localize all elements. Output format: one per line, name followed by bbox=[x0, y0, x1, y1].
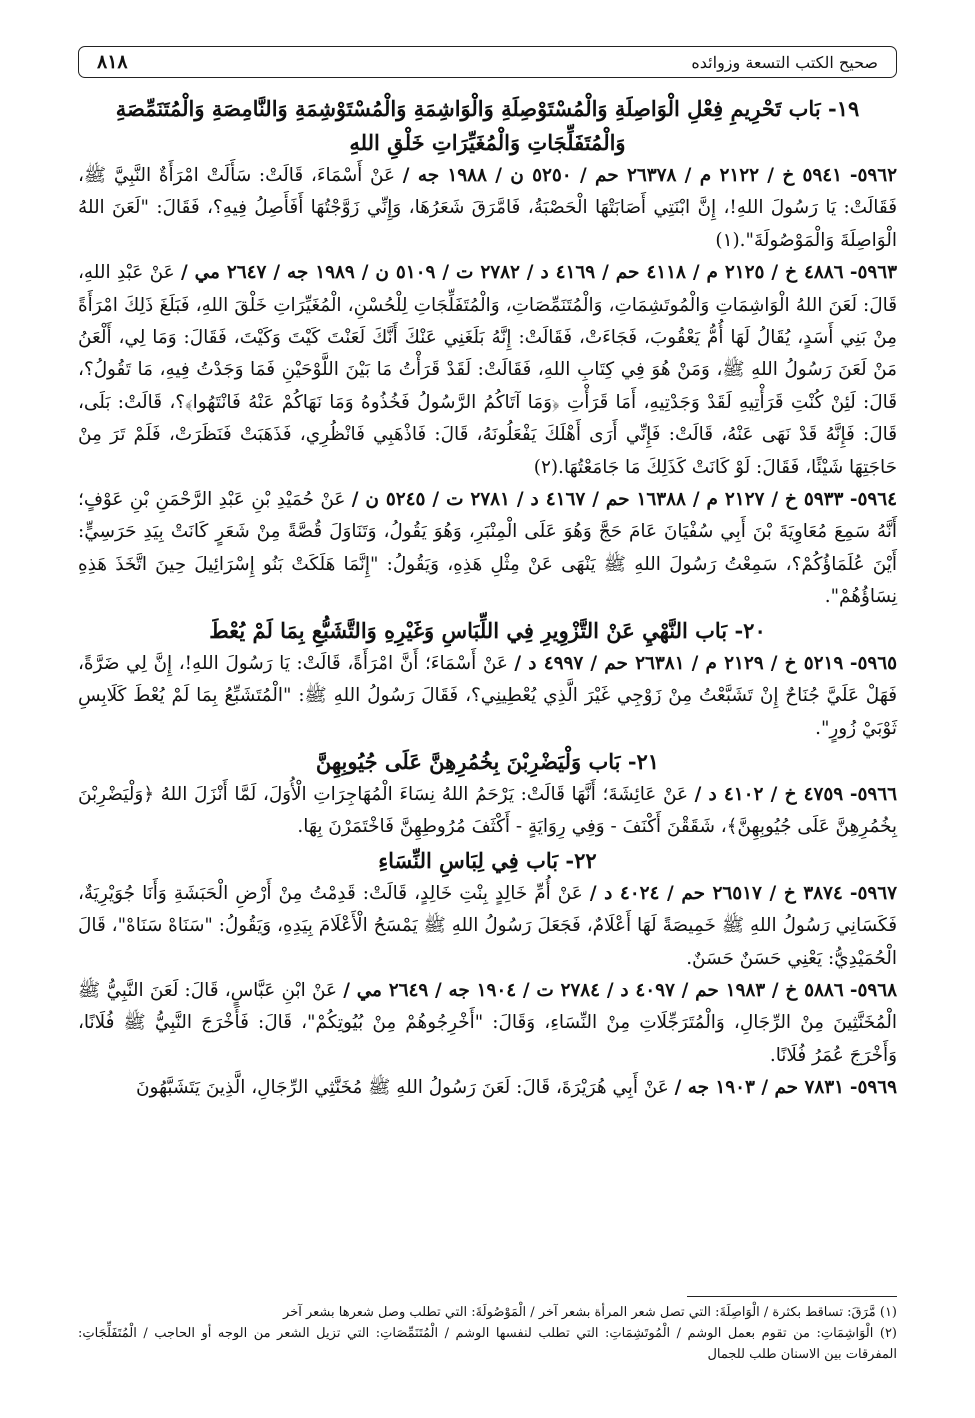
hadith-text: عَنْ عَائِشَةَ؛ أَنَّهَا قَالَتْ: يَرْحَمُ اللهُ نِسَاءَ الْمُهَاجِرَاتِ الْأُوَلَ، لَمَّا أَنْزَلَ اللهُ ﴿وَلْيَضْرِبْنَ بِخُمُرِهِنَّ عَلَى جُيُوبِهِنَّ﴾، شَقَقْنَ أَكْنَفَ - وَفِي رِوَايَةٍ - أَكْثَفَ مُرُوطِهِنَّ فَاخْتَمَرْنَ بِهَا. bbox=[78, 783, 897, 838]
hadith-entry bbox=[78, 160, 897, 257]
hadith-references: ٥٢١٩ خ / ٢١٢٩ م / ٢٦٣٨١ حم / ٤٩٩٧ د / bbox=[514, 652, 844, 674]
hadith-text: عَنْ أَبِي هُرَيْرَةَ، قَالَ: لَعَنَ رَسُولُ اللهِ ﷺ مُخَنَّثِي الرِّجَالِ، الَّذِينَ يَتَشَبَّهُونَ bbox=[135, 1077, 669, 1099]
hadith-entry bbox=[78, 257, 897, 484]
hadith-references: ٣٨٧٤ خ / ٢٦٥١٧ حم / ٤٠٢٤ د / bbox=[589, 882, 843, 904]
page-number: ٨١٨ bbox=[97, 51, 128, 73]
footnote-divider bbox=[687, 1296, 897, 1297]
running-title: صحيح الكتب التسعة وزوائده bbox=[691, 52, 878, 72]
hadith-text: عَنْ ابْنِ عَبَّاسٍ، قَالَ: لَعَنَ النَّبِيُّ ﷺ الْمُخَنَّثِينَ مِنْ الرِّجَالِ، وَالْمُتَرَجِّلَاتِ مِنْ النِّسَاءِ، وَقَالَ: "أَخْرِجُوهُمْ مِنْ بُيُوتِكُمْ"، قَالَ: فَأَخْرَجَ النَّبِيُّ ﷺ فُلَانًا، وَأَخْرَجَ عُمَرُ فُلَانًا. bbox=[78, 979, 897, 1066]
hadith-references: ٥٨٨٦ خ / ١٩٨٣ حم / ٤٠٩٧ د / ٢٧٨٤ ت / ١٩٠٤ جه / ٢٦٤٩ مي / bbox=[343, 979, 844, 1001]
hadith-text: عَنْ حُمَيْدِ بْنِ عَبْدِ الرَّحْمَنِ بْنِ عَوْفٍ؛ أَنَّهُ سَمِعَ مُعَاوِيَةَ بْنَ أَبِي سُفْيَانَ عَامَ حَجَّ وَهُوَ عَلَى الْمِنْبَرِ، وَهُوَ يَقُولُ، وَتَنَاوَلَ قُصَّةً مِنْ شَعَرٍ كَانَتْ بِيَدِ حَرَسِيٍّ: أَيْنَ عُلَمَاؤُكُمْ؟، سَمِعْتُ رَسُولَ اللهِ ﷺ يَنْهَى عَنْ مِثْلِ هَذِهِ، وَيَقُولُ: "إِنَّمَا هَلَكَتْ بَنُو إِسْرَائِيلَ حِينَ اتَّخَذَ هَذِهِ نِسَاؤُهُمْ". bbox=[78, 489, 897, 608]
hadith-number: ٥٩٦٣- bbox=[849, 262, 898, 284]
hadith-references: ٧٨٣١ حم / ١٩٠٣ جه / bbox=[674, 1077, 844, 1099]
hadith-number: ٥٩٦٥- bbox=[849, 652, 897, 674]
footnote: (١) مَّرَقَ: تساقط بكثرة / الْوَاصِلَةَ: التي تصل شعر المرأة بشعر آخر / الْمَوْصُولَةَ: التي تطلب وصل شعرها بشعر آخر bbox=[283, 1305, 897, 1320]
footnote: (٢) الْوَاشِمَاتِ: من تقوم بعمل الوشم / الْمُوتَشِمَاتِ: التي تطلب لنفسها الوشم / الْمُتَنَمِّصَاتِ: التي تزيل الشعر من الوجه أو الحاجب / الْمُتَفَلِّجَاتِ: المفرقات بين الاسنان طلب للجمال bbox=[78, 1326, 897, 1362]
page-content bbox=[78, 92, 897, 1105]
hadith-entry bbox=[78, 484, 897, 614]
page-header bbox=[78, 46, 897, 78]
hadith-text: عَنْ أَسْمَاءَ؛ أَنَّ امْرَأَةً، قَالَتْ: يَا رَسُولَ اللهِ!، إِنَّ لِي ضَرَّةً، فَهَلْ عَلَيَّ جُنَاحٌ إِنْ تَشَبَّعْتُ مِنْ زَوْجِي غَيْرَ الَّذِي يُعْطِينِي؟، فَقَالَ رَسُولُ اللهِ ﷺ: "الْمُتَشَبِّعُ بِمَا لَمْ يُعْطَ كَلَابِسِ ثَوْبَيْ زُورٍ". bbox=[78, 652, 897, 739]
hadith-entry bbox=[78, 975, 897, 1072]
chapter-title: ١٩- بَاب تَحْرِيمِ فِعْلِ الْوَاصِلَةِ وَالْمُسْتَوْصِلَةِ وَالْوَاشِمَةِ وَالْمُسْتَوْشِمَةِ وَالنَّامِصَةِ وَالْمُتَنَمِّصَةِ وَالْمُتَفَلِّجَاتِ وَالْمُغَيِّرَاتِ خَلْقِ اللهِ bbox=[115, 96, 860, 155]
hadith-entry bbox=[78, 648, 897, 745]
chapter-title: ٢٢- بَاب فِي لِبَاسِ النِّسَاءِ bbox=[378, 847, 597, 873]
hadith-number: ٥٩٦٩- bbox=[849, 1077, 897, 1099]
hadith-number: ٥٩٦٧- bbox=[849, 882, 897, 904]
hadith-text: عَنْ عَبْدِ اللهِ، قَالَ: لَعَنَ اللهُ الْوَاشِمَاتِ وَالْمُوتَشِمَاتِ، وَالْمُتَنَمِّصَاتِ، وَالْمُتَفَلِّجَاتِ لِلْحُسْنِ، الْمُغَيِّرَاتِ خَلْقَ اللهِ، فَبَلَغَ ذَلِكَ امْرَأَةً مِنْ بَنِي أَسَدٍ، يُقَالُ لَهَا أُمُّ يَعْقُوبَ، فَجَاءَتْ، فَقَالَتْ: إِنَّهُ بَلَغَنِي عَنْكَ أَنَّكَ لَعَنْتَ كَيْتَ وَكَيْتَ، فَقَالَ: وَمَا لِي، أَلْعَنُ مَنْ لَعَنَ رَسُولُ اللهِ ﷺ، وَمَنْ هُوَ فِي كِتَابِ اللهِ، فَقَالَتْ: لَقَدْ قَرَأْتُ مَا بَيْنَ اللَّوْحَيْنِ فَمَا وَجَدْتُ فِيهِ، مَا تَقُولُ؟، قَالَ: لَئِنْ كُنْتِ قَرَأْتِيهِ لَقَدْ وَجَدْتِيهِ، أَمَا قَرَأْتِ ﴿وَمَا آتَاكُمُ الرَّسُولُ فَخُذُوهُ وَمَا نَهَاكُمْ عَنْهُ فَانْتَهُوا﴾؟، قَالَتْ: بَلَى، قَالَ: فَإِنَّهُ قَدْ نَهَى عَنْهُ، قَالَتْ: فَإِنِّي أَرَى أَهْلَكَ يَفْعَلُونَهُ، قَالَ: فَاذْهَبِي فَانْظُرِي، فَذَهَبَتْ فَنَظَرَتْ، فَلَمْ تَرَ مِنْ حَاجَتِهَا شَيْئًا، فَقَالَ: لَوْ كَانَتْ كَذَلِكَ مَا جَامَعْتُهَا.(٢) bbox=[78, 262, 897, 478]
footnotes bbox=[78, 1302, 897, 1365]
hadith-number: ٥٩٦٤- bbox=[849, 489, 897, 511]
chapter-title: ٢٠- بَاب النَّهْيِ عَنْ التَّزْوِيرِ فِي اللِّبَاسِ وَغَيْرِهِ وَالتَّشَبُّعِ بِمَا لَمْ يُعْطَ bbox=[209, 617, 766, 643]
chapter-title: ٢١- بَاب وَلْيَضْرِبْنَ بِخُمُرِهِنَّ عَلَى جُيُوبِهِنَّ bbox=[315, 748, 660, 774]
hadith-entry bbox=[78, 878, 897, 975]
hadith-references: ٥٩٤١ خ / ٢١٢٢ م / ٢٦٣٧٨ حم / ٥٢٥٠ ن / ١٩٨٨ جه / bbox=[402, 165, 843, 186]
hadith-entry bbox=[78, 779, 897, 844]
hadith-references: ٤٧٥٩ خ / ٤١٠٢ د / bbox=[694, 783, 844, 805]
hadith-references: ٥٩٣٣ خ / ٢١٢٧ م / ١٦٣٨٨ حم / ٤١٦٧ د / ٢٧٨١ ت / ٥٢٤٥ ن / bbox=[351, 489, 844, 511]
hadith-number: ٥٩٦٢- bbox=[849, 165, 897, 186]
hadith-entry bbox=[78, 1072, 897, 1104]
hadith-number: ٥٩٦٦- bbox=[849, 783, 897, 805]
hadith-text: عَنْ أَسْمَاءَ، قَالَتْ: سَأَلَتْ امْرَأَةٌ النَّبِيَّ ﷺ، فَقَالَتْ: يَا رَسُولَ اللهِ!، إِنَّ ابْنَتِي أَصَابَتْهَا الْحَصْبَةُ، فَامَّرَقَ شَعَرُهَا، وَإِنِّي زَوَّجْتُهَا أَفَأَصِلُ فِيهِ؟، فَقَالَ: "لَعَنَ اللهُ الْوَاصِلَةَ وَالْمَوْصُولَةَ".(١) bbox=[78, 165, 897, 251]
hadith-number: ٥٩٦٨- bbox=[849, 979, 897, 1001]
hadith-references: ٤٨٨٦ خ / ٢١٢٥ م / ٤١١٨ حم / ٤١٦٩ د / ٢٧٨٢ ت / ٥١٠٩ ن / ١٩٨٩ جه / ٢٦٤٧ مي / bbox=[181, 262, 844, 284]
hadith-text: عَنْ أُمِّ خَالِدٍ بِنْتِ خَالِدٍ، قَالَتْ: قَدِمْتُ مِنْ أَرْضِ الْحَبَشَةِ وَأَنَا جُوَيْرِيَةٌ، فَكَسَانِي رَسُولُ اللهِ ﷺ خَمِيصَةً لَهَا أَعْلَامٌ، فَجَعَلَ رَسُولُ اللهِ ﷺ يَمْسَحُ الْأَعْلَامَ بِيَدِهِ، وَيَقُولُ: "سَنَاهْ سَنَاهْ"، قَالَ الْحُمَيْدِيُّ: يَعْنِي حَسَنٌ حَسَنٌ. bbox=[78, 882, 897, 969]
